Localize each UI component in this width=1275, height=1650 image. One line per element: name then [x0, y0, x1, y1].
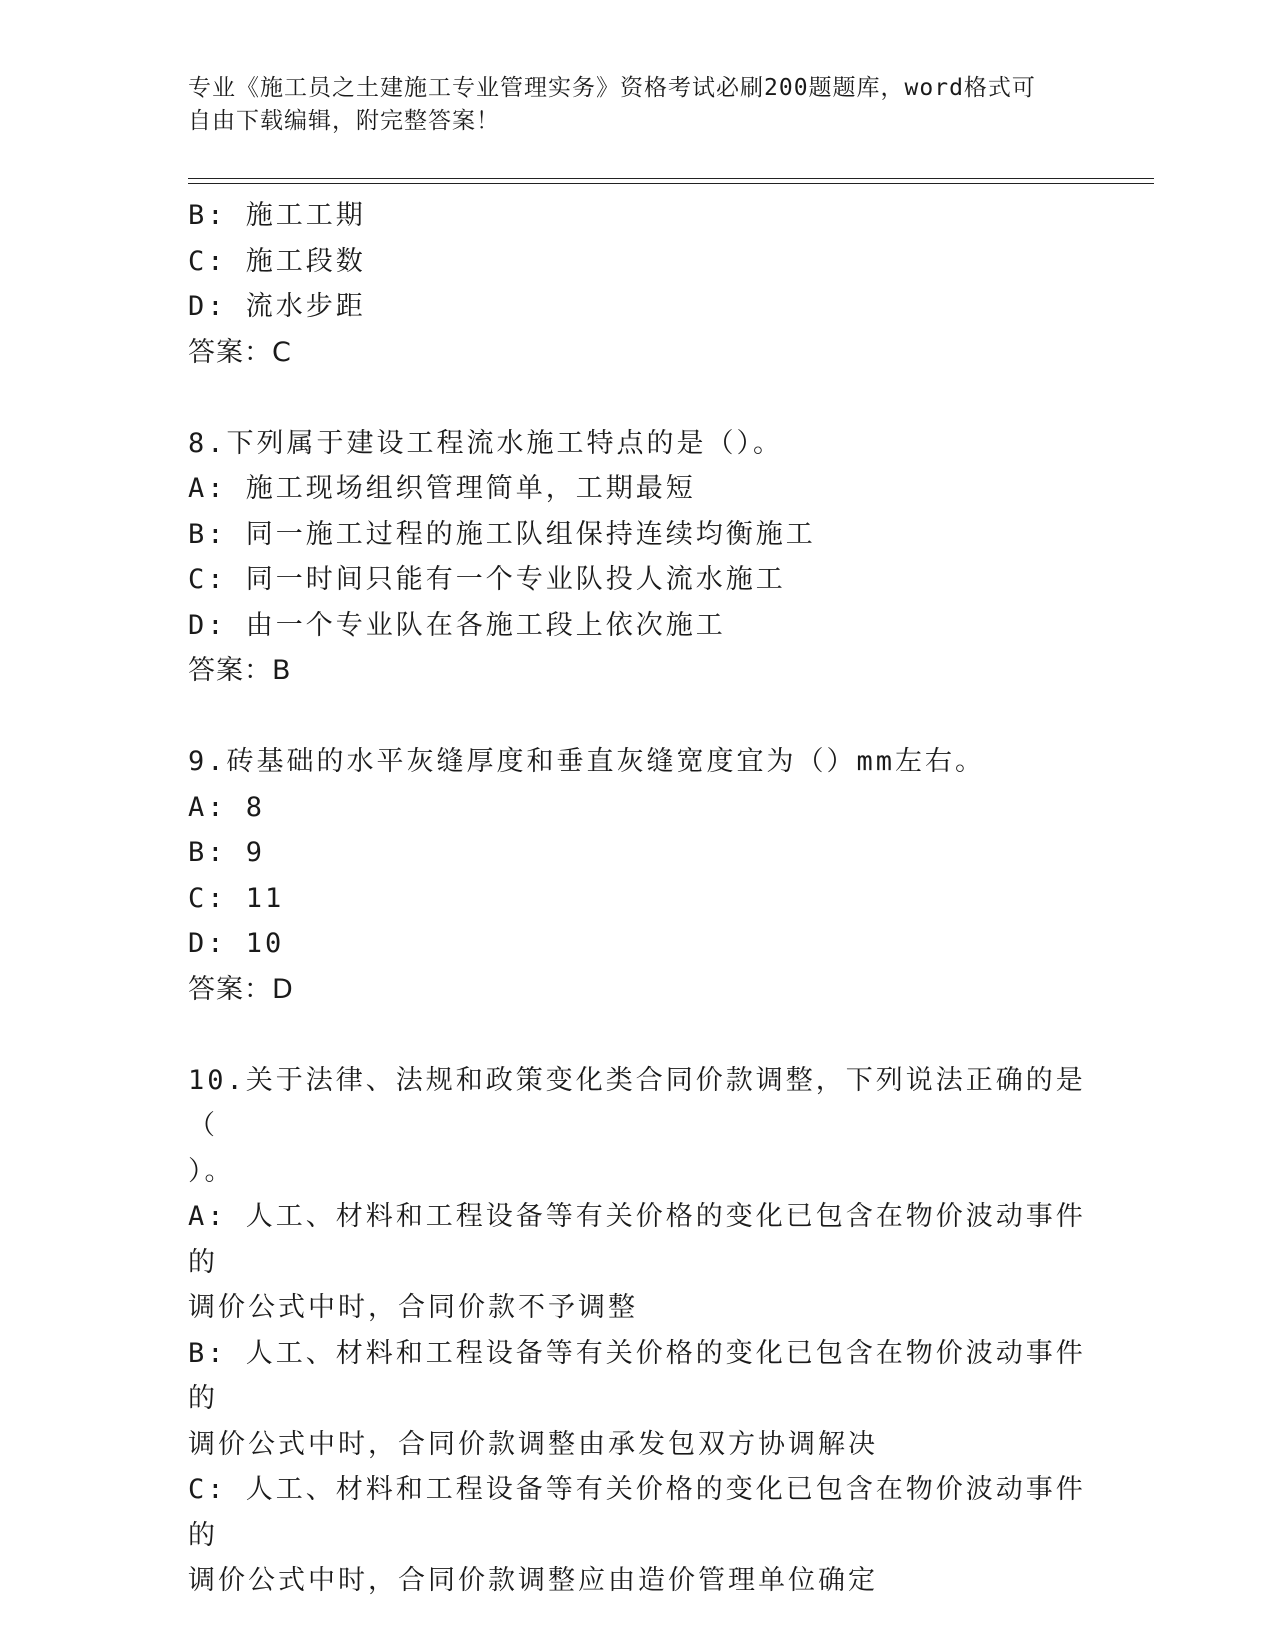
document-header — [188, 72, 1088, 138]
option-c: C: 施工段数 — [188, 245, 366, 277]
question-list — [188, 193, 1088, 1604]
question-block-8 — [188, 421, 1088, 694]
spacer — [188, 375, 1088, 421]
option-d: D: 10 — [188, 928, 285, 959]
question-text-line-2: ）。 — [188, 1155, 235, 1187]
option-c: C: 11 — [188, 882, 285, 914]
option-b-line-1: B: 人工、材料和工程设备等有关价格的变化已包含在物价波动事件的 — [188, 1337, 1086, 1414]
option-a-line-1: A: 人工、材料和工程设备等有关价格的变化已包含在物价波动事件的 — [188, 1201, 1086, 1278]
question-text: 8.下列属于建设工程流水施工特点的是（）。 — [188, 427, 784, 459]
option-d: D: 由一个专业队在各施工段上依次施工 — [188, 609, 726, 641]
answer-label: 答案：D — [188, 973, 294, 1005]
header-divider-bottom — [188, 183, 1154, 184]
header-line-1: 专业《施工员之土建施工专业管理实务》资格考试必刷200题题库，word格式可 — [188, 75, 1036, 101]
option-b-line-2: 调价公式中时，合同价款调整由承发包双方协调解决 — [188, 1428, 878, 1460]
option-a: A: 施工现场组织管理简单，工期最短 — [188, 473, 696, 504]
answer-label: 答案：B — [188, 655, 292, 686]
option-b: B: 同一施工过程的施工队组保持连续均衡施工 — [188, 518, 816, 550]
question-block-9 — [188, 739, 1088, 1012]
option-a-line-2: 调价公式中时，合同价款不予调整 — [188, 1292, 638, 1323]
spacer — [188, 1012, 1088, 1058]
option-a: A: 8 — [188, 791, 266, 823]
option-c-line-2: 调价公式中时，合同价款调整应由造价管理单位确定 — [188, 1565, 878, 1596]
option-d: D: 流水步距 — [188, 291, 366, 322]
question-text-line-1: 10.关于法律、法规和政策变化类合同价款调整，下列说法正确的是（ — [188, 1064, 1086, 1141]
question-text: 9.砖基础的水平灰缝厚度和垂直灰缝宽度宜为（）mm左右。 — [188, 746, 986, 777]
question-block-7 — [188, 193, 1088, 375]
option-b: B: 9 — [188, 837, 266, 868]
option-c-line-1: C: 人工、材料和工程设备等有关价格的变化已包含在物价波动事件的 — [188, 1474, 1086, 1551]
option-b: B: 施工工期 — [188, 200, 366, 231]
question-block-10 — [188, 1058, 1088, 1604]
spacer — [188, 694, 1088, 740]
header-line-2: 自由下载编辑，附完整答案！ — [188, 108, 500, 134]
header-divider-top — [188, 178, 1154, 179]
option-c: C: 同一时间只能有一个专业队投人流水施工 — [188, 564, 786, 595]
answer-label: 答案：C — [188, 336, 292, 368]
